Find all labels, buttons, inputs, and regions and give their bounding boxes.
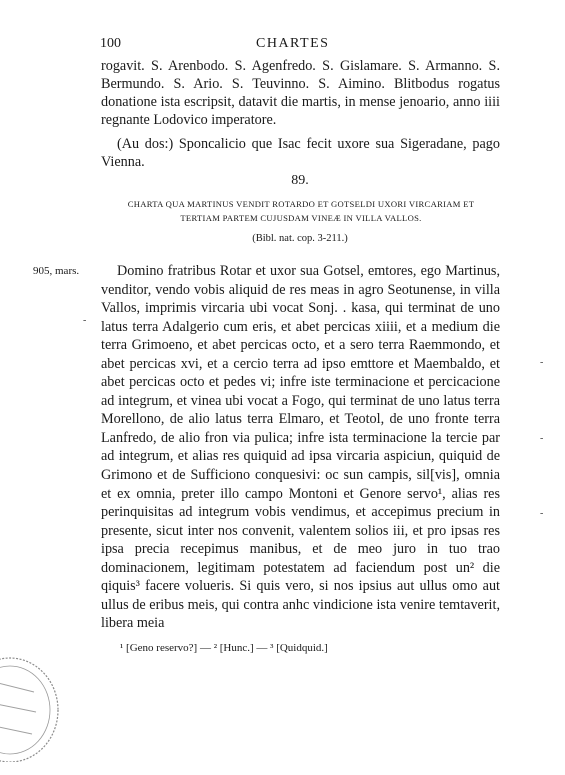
- endorsement-text: (Au dos:) Sponcalicio que Isac fecit uxore sua Sigeradane, pago Vienna.: [101, 136, 500, 170]
- closing-text: rogavit. S. Arenbodo. S. Agenfredo. S. Gislamare. S. Armanno. S. Bermundo. S. Ario. S. Teuvinno. S. Aimino. Blitbodus rogatus donatione ista escripsit, datavit die martis, in mense jenoario, anno iiii regnante Lodovico imperatore.: [101, 58, 500, 128]
- margin-tick: -: [83, 315, 87, 326]
- charter-title: CHARTA QUA MARTINUS VENDIT ROTARDO ET GOTSELDI UXORI VIRCARIAM ET TERTIAM PARTEM CUJUSDAM VINEÆ IN VILLA VALLOS.: [127, 199, 475, 223]
- library-stamp: [0, 652, 62, 762]
- margin-tick: -: [540, 433, 544, 444]
- page-header: [100, 36, 500, 54]
- endorsement-paragraph: [101, 135, 500, 171]
- margin-tick: -: [540, 357, 544, 368]
- margin-tick: -: [540, 508, 544, 519]
- page-number: 100: [100, 36, 121, 51]
- closing-paragraph: [101, 57, 500, 129]
- source-reference: (Bibl. nat. cop. 3-211.): [252, 233, 348, 244]
- running-title: CHARTES: [256, 36, 330, 51]
- footnotes: ¹ [Geno reservo?] — ² [Hunc.] — ³ [Quidquid.]: [120, 642, 328, 654]
- charter-body: [101, 262, 500, 633]
- charter-text: Domino fratribus Rotar et uxor sua Gotsel, emtores, ego Martinus, venditor, vendo vobis aliquid de res meas in agro Seotunense, in villa Vallos, imprimis vircaria ubi vocat Sonj. . kasa, qui terminat de uno latus terra Adalgerio cum eris, et abet percicas xiiii, et a medium die terra Grimoeno, et abet percicas octo, et a sero terra Raemmondo, et abet percicas xvi, et a cercio terra ad ipso emttore et Maembaldo, et abet percicas octo et pedes vi; infre iste terminacione et percicacione ad integrum, et vinea ubi vocat a Fogo, qui terminat de uno latus terra Morellono, de alio latus terra Elmaro, et Teotol, de uno fronte terra Lanfredo, de alio fron via pulica; infre ista terminacione la tercie par ad integrum, et alias res quiquid ad ipsa vircaria aspiciun, quiquid de Grimono et de Sufficiono conquesivi: oc sun campis, sil[vis], omnia et ex omnia, preter illo campo Montoni et Genore servo¹, alias res perinquisitas ad integrum vobis vendimus, et accepimus precium in presente, sicut inter nos convenit, valentem solios iii, et pro ipsas res ipsa precia recepimus manibus, et de meo juro in tuo trao dominacionem, legitimam potestatem ad faciendum post un² die qiquis³ facere volueris. Si quis vero, si nos ipsius aut ullus omo aut ullus de eribus meis, qui contra anhc vindicione ista venire temtaverit, libera meia: [101, 263, 500, 632]
- document-number: 89.: [291, 173, 309, 188]
- margin-date: 905, mars.: [33, 265, 80, 277]
